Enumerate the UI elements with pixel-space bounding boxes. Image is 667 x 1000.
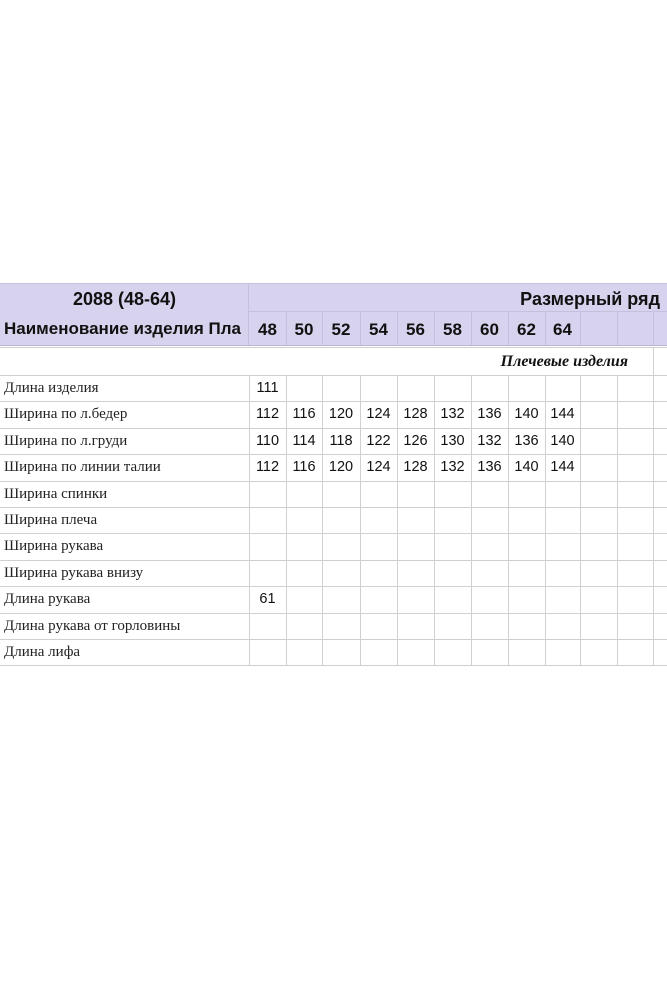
row-line <box>0 613 667 614</box>
measurement-cell: 140 <box>514 406 539 423</box>
measurement-cell: 118 <box>329 432 353 449</box>
column-line <box>397 375 398 665</box>
row-line <box>0 481 667 482</box>
row-label: Ширина по линии талии <box>4 459 161 476</box>
measurement-cell: 111 <box>256 380 279 396</box>
section-title: Плечевые изделия <box>500 353 628 370</box>
measurement-cell: 112 <box>255 459 280 476</box>
row-label: Длина изделия <box>4 380 99 396</box>
row-line <box>0 639 667 640</box>
header-column-line <box>471 311 472 345</box>
section-right-line <box>653 347 654 375</box>
row-line <box>0 507 667 508</box>
row-label: Ширина рукава внизу <box>4 564 144 581</box>
row-line <box>0 533 667 534</box>
row-line <box>0 428 667 429</box>
row-label: Ширина плеча <box>4 512 98 528</box>
measurement-cell: 128 <box>403 459 428 476</box>
measurement-cell: 61 <box>259 591 276 608</box>
measurement-cell: 120 <box>328 406 354 423</box>
row-label: Ширина по л.груди <box>4 432 128 449</box>
column-line <box>653 375 654 665</box>
measurement-cell: 120 <box>328 459 354 476</box>
section-bottom-line <box>0 347 667 348</box>
header-divider <box>248 283 249 345</box>
row-line <box>0 560 667 561</box>
size-header-50: 50 <box>294 320 314 339</box>
size-header-58: 58 <box>443 320 462 339</box>
measurement-cell: 130 <box>440 432 465 449</box>
size-range-title: Размерный ряд <box>520 289 660 309</box>
header-column-line <box>617 311 618 345</box>
size-header-56: 56 <box>406 320 425 339</box>
measurement-cell: 116 <box>292 459 316 476</box>
measurement-cell: 132 <box>477 432 502 449</box>
measurement-cell: 144 <box>550 459 575 476</box>
column-line <box>580 375 581 665</box>
header-column-line <box>545 311 546 345</box>
column-line <box>286 375 287 665</box>
row-label: Длина рукава <box>4 591 91 608</box>
column-line <box>360 375 361 665</box>
size-header-52: 52 <box>331 320 351 339</box>
measurement-cell: 136 <box>477 459 502 476</box>
size-header-54: 54 <box>369 320 388 339</box>
measurement-cell: 128 <box>403 406 428 423</box>
measurement-cell: 136 <box>477 406 502 423</box>
row-label: Ширина по л.бедер <box>4 406 128 423</box>
header-column-line <box>653 311 654 345</box>
measurement-cell: 144 <box>550 406 575 423</box>
column-line <box>617 375 618 665</box>
row-label: Ширина рукава <box>4 538 104 555</box>
header-column-line <box>322 311 323 345</box>
header-column-line <box>580 311 581 345</box>
row-label: Длина лифа <box>4 644 81 660</box>
header-column-line <box>434 311 435 345</box>
row-label: Длина рукава от горловины <box>4 617 181 634</box>
column-line <box>508 375 509 665</box>
measurement-cell: 124 <box>366 459 391 476</box>
header-top-line <box>0 283 667 284</box>
measurement-cell: 140 <box>514 459 539 476</box>
size-header-48: 48 <box>258 320 277 339</box>
measurement-cell: 136 <box>514 432 539 449</box>
column-line <box>471 375 472 665</box>
row-label: Ширина спинки <box>4 485 108 502</box>
column-line <box>434 375 435 665</box>
size-header-62: 62 <box>517 320 536 339</box>
row-line <box>0 454 667 455</box>
header-column-line <box>360 311 361 345</box>
column-line <box>545 375 546 665</box>
header-column-line <box>397 311 398 345</box>
column-line <box>249 375 250 665</box>
measurement-cell: 110 <box>255 432 280 449</box>
row-line <box>0 375 667 376</box>
size-header-64: 64 <box>553 320 572 339</box>
header-column-line <box>508 311 509 345</box>
header-mid-line <box>249 311 667 312</box>
measurement-cell: 124 <box>366 406 391 423</box>
row-line <box>0 665 667 666</box>
measurement-cell: 116 <box>292 406 316 423</box>
measurement-cell: 114 <box>292 432 316 449</box>
header-column-line <box>286 311 287 345</box>
row-line <box>0 401 667 402</box>
row-line <box>0 586 667 587</box>
size-chart-table <box>0 283 667 673</box>
measurement-cell: 132 <box>440 406 465 423</box>
size-header-60: 60 <box>480 320 499 339</box>
model-title: 2088 (48-64) <box>72 289 177 309</box>
measurement-cell: 122 <box>366 432 391 449</box>
measurement-cell: 140 <box>550 432 575 449</box>
column-line <box>322 375 323 665</box>
measurement-cell: 126 <box>403 432 428 449</box>
column-label: Наименование изделия Пла <box>4 319 241 338</box>
measurement-cell: 112 <box>255 406 280 423</box>
header-bottom-line <box>0 345 667 346</box>
measurement-cell: 132 <box>440 459 465 476</box>
